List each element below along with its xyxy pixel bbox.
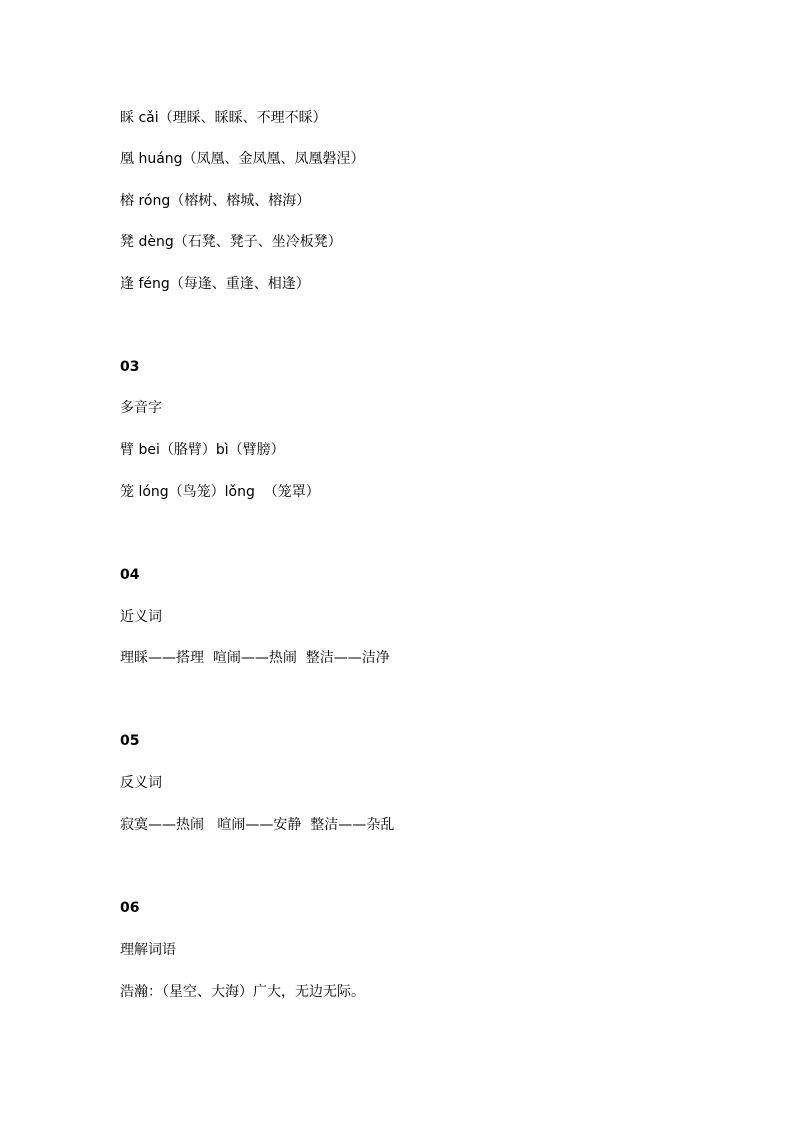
synonyms-line: 理睬——搭理 喧闹——热闹 整洁——洁净 bbox=[120, 650, 390, 666]
char-entry-huang: 凰 huáng（凤凰、金凤凰、凤凰磐涅） bbox=[120, 151, 365, 167]
section-number-04: 04 bbox=[120, 567, 140, 583]
section-number-06: 06 bbox=[120, 900, 140, 916]
section-title-polyphones: 多音字 bbox=[120, 400, 162, 416]
polyphone-entry-long: 笼 lóng（鸟笼）lǒng （笼罩） bbox=[120, 484, 320, 500]
char-entry-feng: 逢 féng（每逢、重逢、相逢） bbox=[120, 276, 310, 292]
char-entry-cai: 睬 cǎi（理睬、睬睬、不理不睬） bbox=[120, 110, 327, 126]
char-entry-rong: 榕 róng（榕树、榕城、榕海） bbox=[120, 193, 311, 209]
antonyms-line: 寂寞——热闹 喧闹——安静 整洁——杂乱 bbox=[120, 817, 395, 833]
section-number-03: 03 bbox=[120, 359, 140, 375]
char-entry-deng: 凳 dèng（石凳、凳子、坐冷板凳） bbox=[120, 234, 342, 250]
section-title-synonyms: 近义词 bbox=[120, 609, 162, 625]
section-title-word-meaning: 理解词语 bbox=[120, 942, 176, 958]
section-number-05: 05 bbox=[120, 733, 140, 749]
polyphone-entry-bi: 臂 bei（胳臂）bì（臂膀） bbox=[120, 442, 285, 458]
word-meaning-haohan: 浩瀚：（星空、大海）广大，无边无际。 bbox=[120, 984, 365, 1000]
section-title-antonyms: 反义词 bbox=[120, 775, 162, 791]
